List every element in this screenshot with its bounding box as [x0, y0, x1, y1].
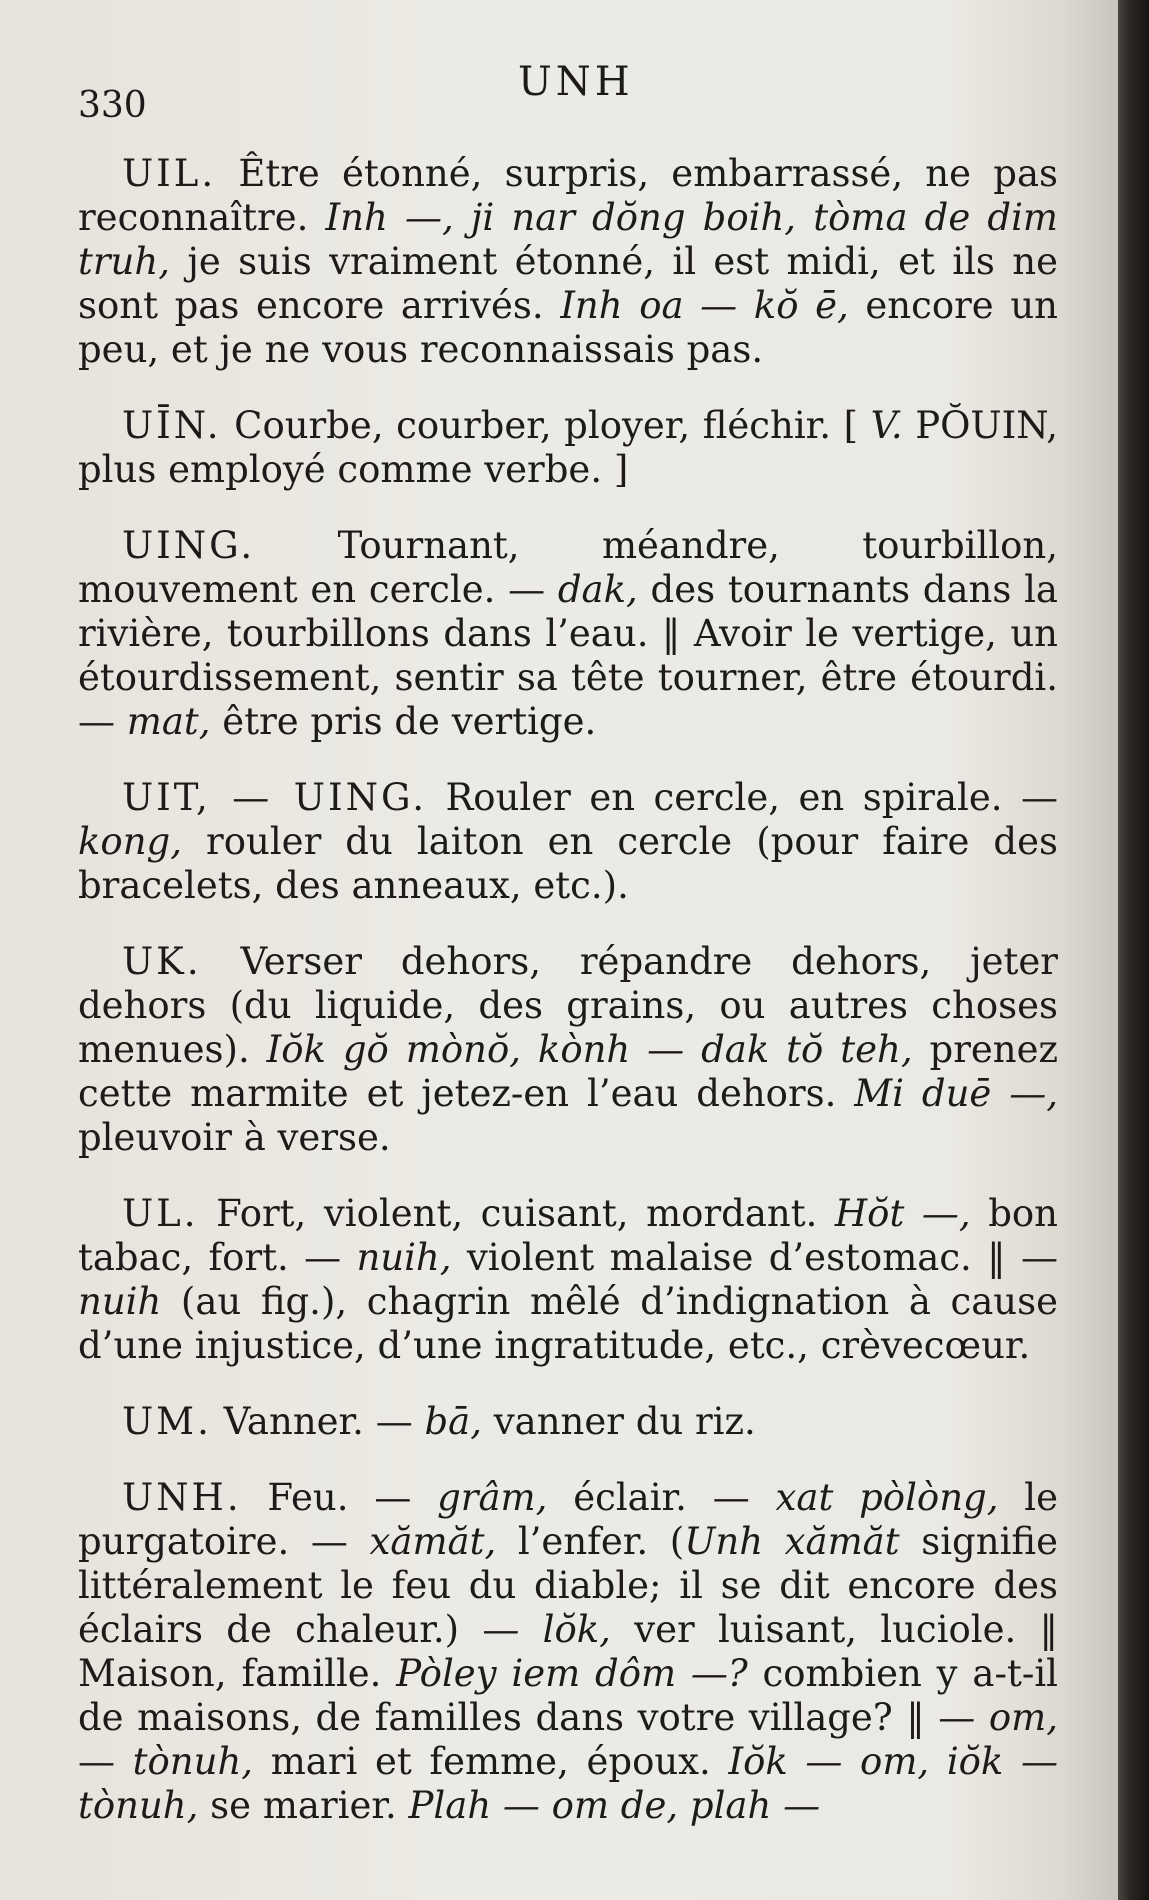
entry-example-italic: om,: [988, 1696, 1058, 1739]
dictionary-entry: [78, 1192, 1058, 1368]
entry-example-italic: nuih: [78, 1280, 162, 1323]
dictionary-entry: [78, 152, 1058, 372]
entry-example-italic: Iŏk gŏ mònŏ, kònh — dak tŏ teh,: [266, 1028, 913, 1071]
entry-definition-text: Être étonné, surpris, embarrassé, ne pas reconnaître.: [78, 152, 1058, 239]
entry-definition-text: Rouler en cercle, en spirale. —: [426, 776, 1058, 819]
entry-definition-text: signifie littéralement le feu du diable; il se dit encore des éclairs de chaleur.) —: [78, 1520, 1058, 1651]
entry-definition-text: je suis vraiment étonné, il est midi, et ils ne sont pas encore arrivés.: [78, 240, 1058, 327]
dictionary-entry: [78, 1400, 1058, 1444]
entry-example-italic: nuih,: [356, 1236, 452, 1279]
dictionary-entry: [78, 524, 1058, 744]
entry-headword: UK.: [122, 940, 202, 983]
entry-headword: UM.: [122, 1400, 212, 1443]
entry-example-italic: Pòley iem dôm —?: [396, 1652, 748, 1695]
entry-example-italic: Unh xămăt: [684, 1520, 900, 1563]
entry-definition-text: encore un peu, et je ne vous reconnaissais pas.: [78, 284, 1058, 371]
entry-definition-text: —: [78, 1740, 133, 1783]
entry-definition-text: l’enfer. (: [496, 1520, 685, 1563]
entry-example-italic: dak,: [557, 568, 638, 611]
entry-definition-text: Vanner. —: [211, 1400, 425, 1443]
entry-example-italic: Inh oa — kŏ ē,: [560, 284, 849, 327]
entry-definition-text: Verser dehors, répandre dehors, jeter dehors (du liquide, des grains, ou autres choses menues).: [78, 940, 1058, 1071]
entry-example-italic: V.: [870, 404, 903, 447]
entry-example-italic: bā,: [424, 1400, 482, 1443]
dictionary-entry: [78, 776, 1058, 908]
entry-example-italic: mat,: [126, 700, 211, 743]
entry-definition-text: prenez cette marmite et jetez-en l’eau dehors.: [78, 1028, 1058, 1115]
entry-definition-text: le purgatoire. —: [78, 1476, 1058, 1563]
entry-definition-text: mari et femme, époux.: [253, 1740, 729, 1783]
entry-definition-text: se marier.: [198, 1784, 409, 1827]
entry-headword: UNH.: [122, 1476, 242, 1519]
entry-definition-text: bon tabac, fort. —: [78, 1192, 1058, 1279]
page-header: [78, 55, 1058, 126]
dictionary-entry: [78, 404, 1058, 492]
dictionary-entry: [78, 940, 1058, 1160]
entry-example-italic: Iŏk — om, iŏk — tònuh,: [78, 1740, 1058, 1827]
entry-definition-text: ver luisant, luciole. ‖ Maison, famille.: [78, 1608, 1058, 1695]
entry-example-italic: grâm,: [437, 1476, 548, 1519]
entry-example-italic: Inh —, ji nar dŏng boih, tòma de dim truh,: [78, 196, 1059, 283]
entry-definition-text: Tournant, méandre, tourbillon, mouvement en cercle. —: [78, 524, 1058, 611]
entry-definition-text: Courbe, courber, ployer, fléchir. [: [221, 404, 871, 447]
entry-headword: UĪN.: [122, 404, 222, 447]
entry-definition-text: des tournants dans la rivière, tourbillons dans l’eau. ‖ Avoir le vertige, un étourdissement, sentir sa tête tourner, être étourdi. —: [78, 568, 1058, 743]
entry-headword: UING.: [122, 524, 256, 567]
entry-definition-text: violent malaise d’estomac. ‖ —: [451, 1236, 1058, 1279]
entry-definition-text: éclair. —: [547, 1476, 776, 1519]
entry-definition-text: Feu. —: [241, 1476, 438, 1519]
book-spine: [1118, 0, 1149, 1900]
entry-headword: UIL.: [122, 152, 217, 195]
entry-definition-text: pleuvoir à verse.: [78, 1116, 391, 1159]
entry-example-italic: xat pòlòng,: [775, 1476, 999, 1519]
dictionary-entry: [78, 1476, 1058, 1828]
entry-definition-text: combien y a-t-il de maisons, de familles dans votre village? ‖ —: [78, 1652, 1058, 1739]
entry-definition-text: Fort, violent, cuisant, mordant.: [198, 1192, 835, 1235]
entry-example-italic: xămăt,: [369, 1520, 497, 1563]
entry-headword: UIT, — UING.: [122, 776, 427, 819]
entry-definition-text: être pris de vertige.: [210, 700, 597, 743]
entry-headword: UL.: [122, 1192, 199, 1235]
entry-example-italic: tònuh,: [132, 1740, 254, 1783]
running-head: UNH: [518, 59, 634, 105]
entry-example-italic: Plah — om de, plah —: [408, 1784, 821, 1827]
entry-definition-text: PŎUIN, plus employé comme verbe. ]: [78, 404, 1058, 491]
entry-definition-text: vanner du riz.: [481, 1400, 756, 1443]
dictionary-text: [78, 152, 1058, 1860]
entry-example-italic: Hŏt —,: [834, 1192, 971, 1235]
entry-example-italic: kong,: [78, 820, 182, 863]
entry-definition-text: rouler du laiton en cercle (pour faire des bracelets, des anneaux, etc.).: [78, 820, 1058, 907]
entry-example-italic: lŏk,: [542, 1608, 611, 1651]
page-number: 330: [78, 85, 147, 126]
entry-definition-text: (au fig.), chagrin mêlé d’indignation à cause d’une injustice, d’une ingratitude, etc., crèvecœur.: [78, 1280, 1058, 1367]
entry-example-italic: Mi duē —,: [854, 1072, 1058, 1115]
